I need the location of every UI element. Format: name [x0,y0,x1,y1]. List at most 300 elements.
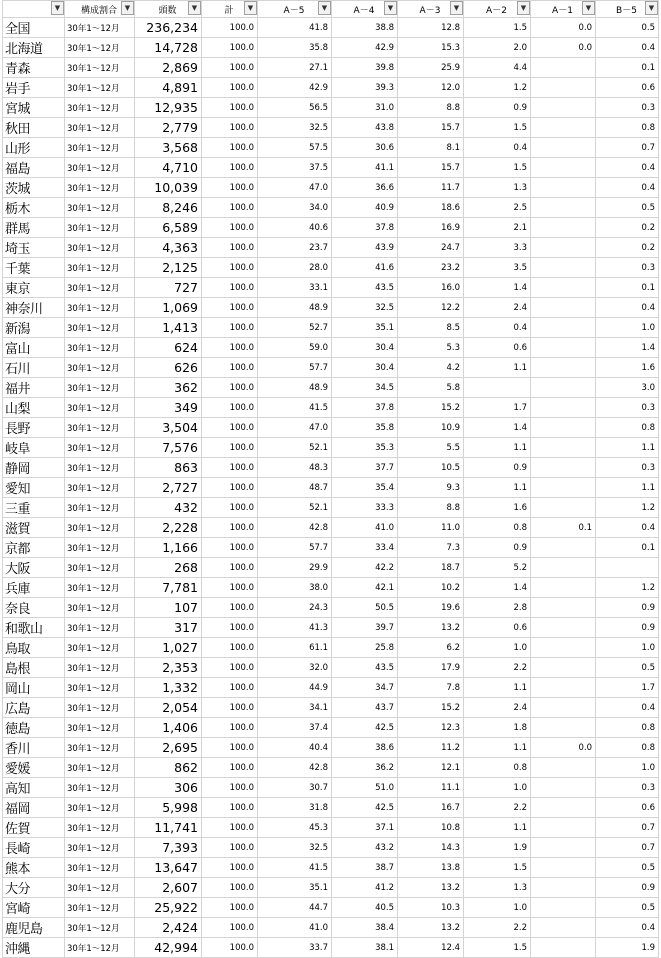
cell-a5[interactable]: 47.0 [258,418,332,438]
cell-a2[interactable]: 3.5 [464,258,531,278]
cell-a5[interactable]: 41.8 [258,18,332,38]
cell-total[interactable]: 100.0 [202,558,258,578]
cell-a3[interactable]: 24.7 [398,238,464,258]
cell-total[interactable]: 100.0 [202,238,258,258]
cell-a4[interactable]: 39.8 [332,58,398,78]
cell-heads[interactable]: 1,406 [135,718,202,738]
column-header-a3[interactable] [398,1,464,18]
cell-total[interactable]: 100.0 [202,338,258,358]
cell-a1[interactable]: 0.0 [531,38,596,58]
cell-total[interactable]: 100.0 [202,18,258,38]
cell-pref[interactable]: 岩手 [3,78,65,98]
cell-b5[interactable]: 0.6 [596,798,659,818]
cell-pref[interactable]: 佐賀 [3,818,65,838]
cell-heads[interactable]: 5,998 [135,798,202,818]
cell-a1[interactable]: 0.0 [531,18,596,38]
cell-total[interactable]: 100.0 [202,598,258,618]
cell-a2[interactable]: 1.1 [464,738,531,758]
column-header-pref[interactable] [3,1,65,18]
cell-period[interactable]: 30年1～12月 [65,778,135,798]
cell-a3[interactable]: 12.1 [398,758,464,778]
cell-b5[interactable]: 0.4 [596,518,659,538]
cell-heads[interactable]: 626 [135,358,202,378]
cell-heads[interactable]: 1,332 [135,678,202,698]
cell-a4[interactable]: 38.1 [332,938,398,958]
cell-b5[interactable]: 0.5 [596,658,659,678]
cell-period[interactable]: 30年1～12月 [65,838,135,858]
cell-heads[interactable]: 4,891 [135,78,202,98]
cell-period[interactable]: 30年1～12月 [65,58,135,78]
cell-total[interactable]: 100.0 [202,378,258,398]
cell-b5[interactable]: 0.8 [596,718,659,738]
cell-a1[interactable] [531,638,596,658]
cell-period[interactable]: 30年1～12月 [65,738,135,758]
cell-total[interactable]: 100.0 [202,178,258,198]
cell-a4[interactable]: 50.5 [332,598,398,618]
cell-a2[interactable]: 1.4 [464,578,531,598]
cell-a3[interactable]: 10.8 [398,818,464,838]
cell-pref[interactable]: 茨城 [3,178,65,198]
cell-a2[interactable]: 1.5 [464,858,531,878]
cell-total[interactable]: 100.0 [202,158,258,178]
cell-b5[interactable]: 0.1 [596,58,659,78]
cell-a4[interactable]: 38.6 [332,738,398,758]
cell-heads[interactable]: 7,781 [135,578,202,598]
cell-total[interactable]: 100.0 [202,758,258,778]
cell-a5[interactable]: 47.0 [258,178,332,198]
cell-a3[interactable]: 12.4 [398,938,464,958]
cell-a5[interactable]: 35.1 [258,878,332,898]
cell-a4[interactable]: 42.1 [332,578,398,598]
cell-a4[interactable]: 32.5 [332,298,398,318]
cell-a1[interactable] [531,918,596,938]
cell-a4[interactable]: 34.7 [332,678,398,698]
cell-period[interactable]: 30年1～12月 [65,938,135,958]
cell-b5[interactable]: 0.6 [596,78,659,98]
cell-a5[interactable]: 33.7 [258,938,332,958]
cell-pref[interactable]: 高知 [3,778,65,798]
cell-a4[interactable]: 43.5 [332,278,398,298]
cell-pref[interactable]: 愛媛 [3,758,65,778]
cell-heads[interactable]: 4,363 [135,238,202,258]
cell-total[interactable]: 100.0 [202,38,258,58]
cell-a2[interactable]: 1.1 [464,438,531,458]
cell-b5[interactable]: 1.1 [596,438,659,458]
cell-a4[interactable]: 42.5 [332,798,398,818]
cell-heads[interactable]: 362 [135,378,202,398]
cell-heads[interactable]: 7,576 [135,438,202,458]
cell-total[interactable]: 100.0 [202,818,258,838]
cell-total[interactable]: 100.0 [202,98,258,118]
filter-dropdown-icon[interactable]: ▼ [318,1,331,15]
cell-a1[interactable] [531,178,596,198]
cell-a5[interactable]: 57.7 [258,538,332,558]
cell-heads[interactable]: 349 [135,398,202,418]
cell-b5[interactable]: 0.5 [596,858,659,878]
cell-pref[interactable]: 宮城 [3,98,65,118]
cell-period[interactable]: 30年1～12月 [65,598,135,618]
cell-a1[interactable] [531,938,596,958]
cell-pref[interactable]: 栃木 [3,198,65,218]
cell-a1[interactable] [531,498,596,518]
cell-a3[interactable]: 12.0 [398,78,464,98]
cell-pref[interactable]: 鹿児島 [3,918,65,938]
cell-a5[interactable]: 48.7 [258,478,332,498]
cell-b5[interactable]: 1.6 [596,358,659,378]
cell-pref[interactable]: 島根 [3,658,65,678]
cell-a1[interactable] [531,818,596,838]
cell-a2[interactable]: 0.6 [464,618,531,638]
cell-heads[interactable]: 727 [135,278,202,298]
cell-a5[interactable]: 34.0 [258,198,332,218]
cell-a3[interactable]: 8.8 [398,498,464,518]
cell-a4[interactable]: 41.2 [332,878,398,898]
cell-a2[interactable]: 2.5 [464,198,531,218]
cell-total[interactable]: 100.0 [202,618,258,638]
cell-b5[interactable]: 0.9 [596,598,659,618]
cell-period[interactable]: 30年1～12月 [65,258,135,278]
cell-a1[interactable] [531,278,596,298]
cell-heads[interactable]: 306 [135,778,202,798]
cell-a5[interactable]: 56.5 [258,98,332,118]
cell-period[interactable]: 30年1～12月 [65,658,135,678]
cell-total[interactable]: 100.0 [202,218,258,238]
cell-a3[interactable]: 13.2 [398,618,464,638]
cell-heads[interactable]: 1,166 [135,538,202,558]
cell-heads[interactable]: 2,695 [135,738,202,758]
cell-total[interactable]: 100.0 [202,198,258,218]
cell-a5[interactable]: 28.0 [258,258,332,278]
cell-b5[interactable]: 1.1 [596,478,659,498]
cell-heads[interactable]: 2,779 [135,118,202,138]
cell-period[interactable]: 30年1～12月 [65,158,135,178]
cell-b5[interactable]: 0.3 [596,258,659,278]
cell-a4[interactable]: 36.6 [332,178,398,198]
cell-heads[interactable]: 2,607 [135,878,202,898]
cell-b5[interactable]: 0.4 [596,298,659,318]
cell-a3[interactable]: 12.3 [398,718,464,738]
cell-period[interactable]: 30年1～12月 [65,618,135,638]
cell-a1[interactable] [531,318,596,338]
cell-period[interactable]: 30年1～12月 [65,418,135,438]
cell-a2[interactable]: 4.4 [464,58,531,78]
cell-total[interactable]: 100.0 [202,478,258,498]
cell-heads[interactable]: 2,424 [135,918,202,938]
cell-a5[interactable]: 24.3 [258,598,332,618]
filter-dropdown-icon[interactable]: ▼ [384,1,397,15]
cell-a3[interactable]: 16.7 [398,798,464,818]
cell-total[interactable]: 100.0 [202,798,258,818]
cell-a4[interactable]: 36.2 [332,758,398,778]
cell-total[interactable]: 100.0 [202,698,258,718]
cell-a3[interactable]: 18.6 [398,198,464,218]
cell-a1[interactable] [531,578,596,598]
cell-a1[interactable] [531,778,596,798]
cell-pref[interactable]: 徳島 [3,718,65,738]
cell-heads[interactable]: 317 [135,618,202,638]
cell-total[interactable]: 100.0 [202,838,258,858]
cell-pref[interactable]: 静岡 [3,458,65,478]
cell-a5[interactable]: 42.8 [258,758,332,778]
cell-a4[interactable]: 39.3 [332,78,398,98]
column-header-b5[interactable] [596,1,659,18]
cell-heads[interactable]: 11,741 [135,818,202,838]
cell-b5[interactable]: 1.2 [596,578,659,598]
cell-a4[interactable]: 35.8 [332,418,398,438]
cell-a1[interactable] [531,58,596,78]
cell-a5[interactable]: 45.3 [258,818,332,838]
cell-total[interactable]: 100.0 [202,318,258,338]
cell-a3[interactable]: 13.2 [398,878,464,898]
filter-dropdown-icon[interactable]: ▼ [517,1,530,15]
cell-a4[interactable]: 37.8 [332,218,398,238]
cell-a4[interactable]: 34.5 [332,378,398,398]
cell-a3[interactable]: 15.2 [398,698,464,718]
cell-b5[interactable]: 0.5 [596,18,659,38]
cell-a3[interactable]: 11.0 [398,518,464,538]
cell-pref[interactable]: 宮崎 [3,898,65,918]
cell-a3[interactable]: 15.2 [398,398,464,418]
cell-a5[interactable]: 32.5 [258,838,332,858]
cell-pref[interactable]: 愛知 [3,478,65,498]
cell-a1[interactable] [531,558,596,578]
cell-pref[interactable]: 沖縄 [3,938,65,958]
cell-a4[interactable]: 25.8 [332,638,398,658]
cell-b5[interactable]: 1.0 [596,758,659,778]
cell-a3[interactable]: 8.1 [398,138,464,158]
cell-pref[interactable]: 大阪 [3,558,65,578]
cell-a5[interactable]: 23.7 [258,238,332,258]
cell-period[interactable]: 30年1～12月 [65,178,135,198]
filter-dropdown-icon[interactable]: ▼ [51,1,64,15]
cell-heads[interactable]: 14,728 [135,38,202,58]
cell-total[interactable]: 100.0 [202,578,258,598]
cell-b5[interactable]: 0.2 [596,238,659,258]
cell-a2[interactable]: 1.4 [464,278,531,298]
cell-b5[interactable]: 0.5 [596,198,659,218]
cell-total[interactable]: 100.0 [202,458,258,478]
cell-a4[interactable]: 42.2 [332,558,398,578]
cell-a5[interactable]: 33.1 [258,278,332,298]
cell-b5[interactable]: 1.9 [596,938,659,958]
cell-a4[interactable]: 35.1 [332,318,398,338]
cell-a1[interactable]: 0.0 [531,738,596,758]
cell-a2[interactable]: 0.4 [464,138,531,158]
cell-a2[interactable]: 0.8 [464,518,531,538]
cell-a4[interactable]: 33.4 [332,538,398,558]
cell-period[interactable]: 30年1～12月 [65,318,135,338]
cell-period[interactable]: 30年1～12月 [65,398,135,418]
cell-total[interactable]: 100.0 [202,878,258,898]
cell-a4[interactable]: 37.7 [332,458,398,478]
cell-a1[interactable] [531,618,596,638]
cell-heads[interactable]: 2,228 [135,518,202,538]
cell-b5[interactable]: 0.4 [596,158,659,178]
cell-b5[interactable]: 0.4 [596,698,659,718]
cell-heads[interactable]: 432 [135,498,202,518]
cell-period[interactable]: 30年1～12月 [65,218,135,238]
cell-total[interactable]: 100.0 [202,678,258,698]
cell-a2[interactable] [464,378,531,398]
column-header-a5[interactable] [258,1,332,18]
cell-a2[interactable]: 2.2 [464,798,531,818]
cell-a1[interactable] [531,138,596,158]
cell-total[interactable]: 100.0 [202,658,258,678]
cell-a2[interactable]: 1.2 [464,78,531,98]
cell-a2[interactable]: 1.0 [464,898,531,918]
cell-pref[interactable]: 石川 [3,358,65,378]
cell-period[interactable]: 30年1～12月 [65,638,135,658]
cell-a5[interactable]: 30.7 [258,778,332,798]
cell-a3[interactable]: 5.3 [398,338,464,358]
cell-a5[interactable]: 52.1 [258,498,332,518]
cell-a2[interactable]: 1.1 [464,818,531,838]
cell-a4[interactable]: 30.4 [332,338,398,358]
cell-a1[interactable] [531,358,596,378]
cell-b5[interactable]: 0.7 [596,838,659,858]
cell-a2[interactable]: 1.4 [464,418,531,438]
cell-pref[interactable]: 新潟 [3,318,65,338]
cell-total[interactable]: 100.0 [202,78,258,98]
cell-b5[interactable]: 0.2 [596,218,659,238]
cell-a1[interactable] [531,758,596,778]
cell-period[interactable]: 30年1～12月 [65,98,135,118]
cell-period[interactable]: 30年1～12月 [65,378,135,398]
cell-total[interactable]: 100.0 [202,398,258,418]
cell-a2[interactable]: 1.7 [464,398,531,418]
cell-pref[interactable]: 香川 [3,738,65,758]
column-header-a1[interactable] [531,1,596,18]
cell-heads[interactable]: 2,125 [135,258,202,278]
cell-total[interactable]: 100.0 [202,278,258,298]
cell-a5[interactable]: 48.9 [258,378,332,398]
cell-a3[interactable]: 15.7 [398,118,464,138]
cell-period[interactable]: 30年1～12月 [65,898,135,918]
cell-pref[interactable]: 広島 [3,698,65,718]
cell-heads[interactable]: 236,234 [135,18,202,38]
cell-period[interactable]: 30年1～12月 [65,118,135,138]
cell-a3[interactable]: 12.8 [398,18,464,38]
cell-b5[interactable]: 0.4 [596,178,659,198]
cell-b5[interactable]: 0.7 [596,138,659,158]
cell-a1[interactable] [531,718,596,738]
cell-a3[interactable]: 4.2 [398,358,464,378]
cell-a4[interactable]: 37.8 [332,398,398,418]
cell-period[interactable]: 30年1～12月 [65,918,135,938]
cell-a1[interactable] [531,458,596,478]
cell-a3[interactable]: 16.9 [398,218,464,238]
cell-a3[interactable]: 10.9 [398,418,464,438]
cell-b5[interactable]: 0.1 [596,278,659,298]
cell-total[interactable]: 100.0 [202,518,258,538]
cell-b5[interactable] [596,558,659,578]
cell-a1[interactable] [531,238,596,258]
cell-heads[interactable]: 2,727 [135,478,202,498]
cell-a2[interactable]: 1.6 [464,498,531,518]
cell-pref[interactable]: 埼玉 [3,238,65,258]
cell-a4[interactable]: 33.3 [332,498,398,518]
cell-a5[interactable]: 61.1 [258,638,332,658]
cell-period[interactable]: 30年1～12月 [65,78,135,98]
cell-heads[interactable]: 268 [135,558,202,578]
cell-a3[interactable]: 12.2 [398,298,464,318]
cell-period[interactable]: 30年1～12月 [65,478,135,498]
cell-period[interactable]: 30年1～12月 [65,298,135,318]
column-header-heads[interactable] [135,1,202,18]
cell-a2[interactable]: 1.3 [464,178,531,198]
cell-a3[interactable]: 11.7 [398,178,464,198]
cell-heads[interactable]: 1,069 [135,298,202,318]
cell-heads[interactable]: 624 [135,338,202,358]
cell-a3[interactable]: 9.3 [398,478,464,498]
cell-heads[interactable]: 107 [135,598,202,618]
cell-a5[interactable]: 41.5 [258,398,332,418]
cell-a1[interactable] [531,658,596,678]
cell-total[interactable]: 100.0 [202,538,258,558]
cell-period[interactable]: 30年1～12月 [65,198,135,218]
cell-total[interactable]: 100.0 [202,778,258,798]
cell-a1[interactable] [531,838,596,858]
cell-period[interactable]: 30年1～12月 [65,278,135,298]
cell-b5[interactable]: 1.7 [596,678,659,698]
cell-pref[interactable]: 全国 [3,18,65,38]
cell-heads[interactable]: 7,393 [135,838,202,858]
cell-a4[interactable]: 40.9 [332,198,398,218]
cell-heads[interactable]: 10,039 [135,178,202,198]
cell-a2[interactable]: 1.1 [464,678,531,698]
cell-a3[interactable]: 13.8 [398,858,464,878]
cell-a2[interactable]: 1.3 [464,878,531,898]
cell-a4[interactable]: 42.9 [332,38,398,58]
cell-a2[interactable]: 1.0 [464,638,531,658]
cell-a5[interactable]: 35.8 [258,38,332,58]
cell-a4[interactable]: 40.5 [332,898,398,918]
cell-pref[interactable]: 奈良 [3,598,65,618]
cell-heads[interactable]: 2,869 [135,58,202,78]
cell-a5[interactable]: 57.7 [258,358,332,378]
cell-a1[interactable] [531,158,596,178]
cell-b5[interactable]: 0.3 [596,98,659,118]
cell-heads[interactable]: 3,504 [135,418,202,438]
cell-pref[interactable]: 長野 [3,418,65,438]
cell-a1[interactable] [531,378,596,398]
cell-a3[interactable]: 15.3 [398,38,464,58]
cell-a1[interactable] [531,198,596,218]
cell-heads[interactable]: 13,647 [135,858,202,878]
cell-period[interactable]: 30年1～12月 [65,18,135,38]
cell-a3[interactable]: 10.5 [398,458,464,478]
cell-a3[interactable]: 8.5 [398,318,464,338]
cell-a5[interactable]: 59.0 [258,338,332,358]
cell-a2[interactable]: 0.8 [464,758,531,778]
cell-heads[interactable]: 862 [135,758,202,778]
cell-a3[interactable]: 5.8 [398,378,464,398]
cell-b5[interactable]: 0.4 [596,918,659,938]
cell-a4[interactable]: 43.9 [332,238,398,258]
cell-a3[interactable]: 13.2 [398,918,464,938]
cell-period[interactable]: 30年1～12月 [65,558,135,578]
cell-total[interactable]: 100.0 [202,718,258,738]
cell-heads[interactable]: 25,922 [135,898,202,918]
cell-a2[interactable]: 2.8 [464,598,531,618]
cell-a2[interactable]: 0.9 [464,458,531,478]
cell-a2[interactable]: 1.8 [464,718,531,738]
cell-a5[interactable]: 41.0 [258,918,332,938]
cell-a5[interactable]: 34.1 [258,698,332,718]
cell-a1[interactable] [531,258,596,278]
cell-b5[interactable]: 0.4 [596,38,659,58]
cell-b5[interactable]: 1.0 [596,318,659,338]
